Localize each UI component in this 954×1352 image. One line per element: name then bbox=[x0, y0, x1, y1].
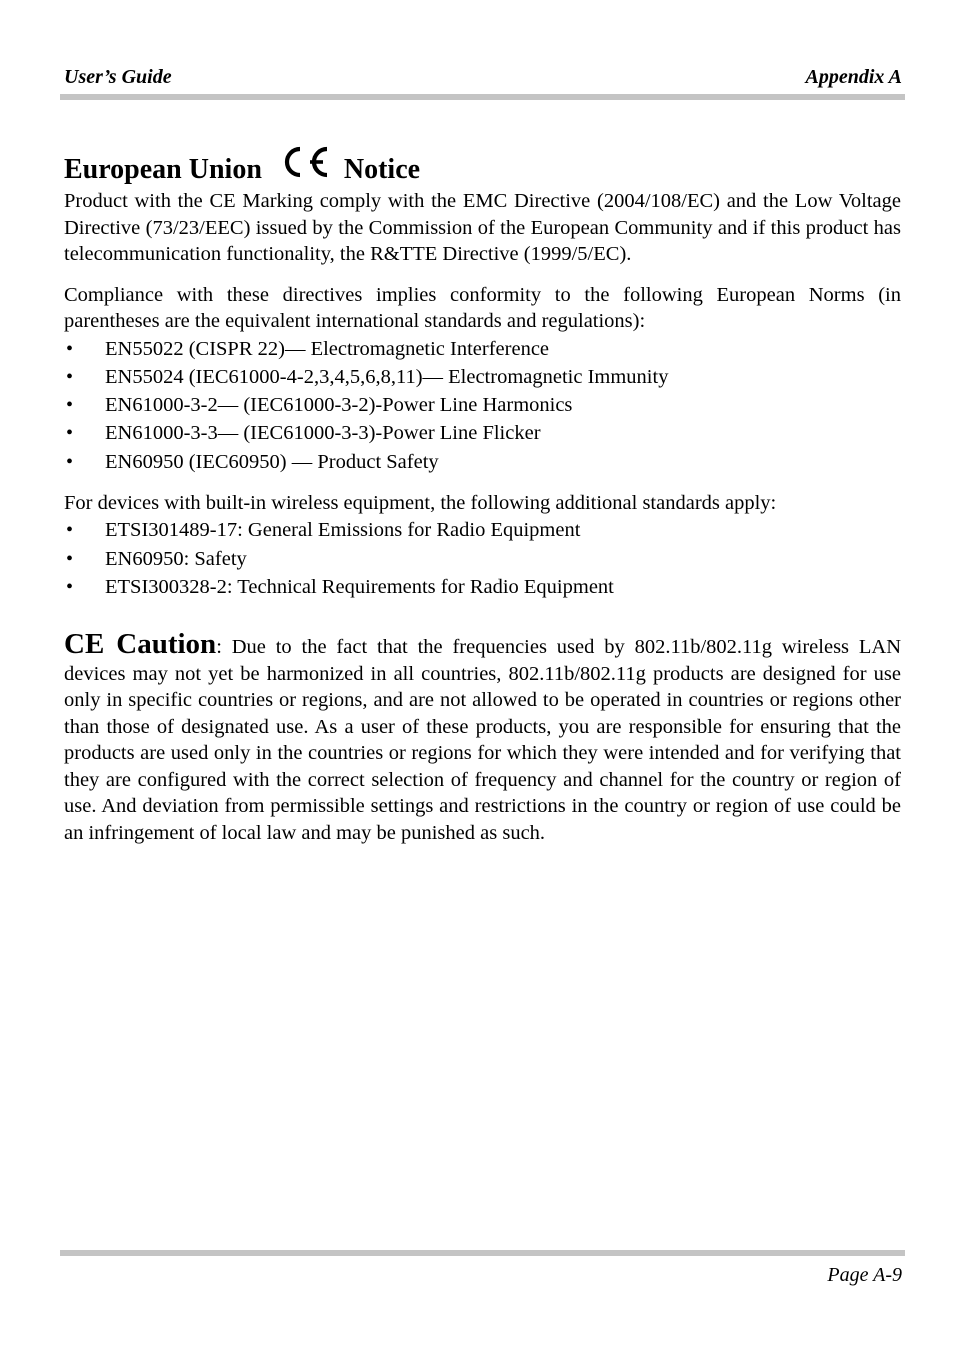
page-header-right: Appendix A bbox=[805, 66, 902, 88]
ce-mark-icon bbox=[276, 144, 332, 190]
wireless-intro-paragraph: For devices with built-in wireless equipment, the following additional standards apply: bbox=[64, 491, 777, 514]
ce-caution-text: : Due to the fact that the frequencies used by 802.11b/802.11g wireless LAN devices may not yet be harmonized in all countries, 802.11b/802.11g products are designed for use only in specific countries or regions, and are not allowed to be operated in countries or regions other than those of designated use. As a user of these products, you are responsible for ensuring that the products are used only in the countries or regions for which they were intended and for verifying that they are configured with the correct selection of frequency and channel for the country or region of use. And deviation from permissible settings and restrictions in the country or region of use could be an infringement of local law and may be punished as such. bbox=[64, 636, 902, 844]
list-item: • EN61000-3-2— (IEC61000-3-2)-Power Line Harmonics bbox=[64, 391, 901, 419]
list-item: • EN55024 (IEC61000-4-2,3,4,5,6,8,11)— Electromagnetic Immunity bbox=[64, 363, 901, 391]
heading-text-before: European Union bbox=[64, 154, 262, 185]
list-item: • ETSI301489-17: General Emissions for Radio Equipment bbox=[64, 516, 901, 544]
header-rule bbox=[60, 94, 905, 100]
list-item: • ETSI300328-2: Technical Requirements for Radio Equipment bbox=[64, 573, 901, 601]
page-content bbox=[64, 142, 901, 846]
wireless-norms-list bbox=[64, 516, 901, 601]
eu-intro-paragraph: Product with the CE Marking comply with the EMC Directive (2004/108/EC) and the Low Voltage Directive (73/23/EEC) issued by the Commission of the European Community and if this product has telecommunication functionality, the R&TTE Directive (1999/5/EC). bbox=[64, 190, 901, 265]
list-item: • EN60950: Safety bbox=[64, 545, 901, 573]
ce-caution-paragraph bbox=[64, 628, 902, 846]
ce-caution-title: CE Caution bbox=[64, 628, 217, 661]
page-number: Page A-9 bbox=[827, 1264, 902, 1286]
page-header-left: User’s Guide bbox=[64, 66, 172, 88]
norms-list bbox=[64, 335, 901, 476]
list-item: • EN61000-3-3— (IEC61000-3-3)-Power Line Flicker bbox=[64, 419, 901, 447]
heading-text-after: Notice bbox=[343, 154, 421, 185]
list-item: • EN60950 (IEC60950) — Product Safety bbox=[64, 448, 901, 476]
compliance-paragraph: Compliance with these directives implies conformity to the following European Norms (in parentheses are the equivalent international standards and regulations): bbox=[64, 283, 901, 332]
footer-rule bbox=[60, 1250, 905, 1256]
eu-notice-heading bbox=[64, 142, 901, 188]
list-item: • EN55022 (CISPR 22)— Electromagnetic Interference bbox=[64, 335, 901, 363]
